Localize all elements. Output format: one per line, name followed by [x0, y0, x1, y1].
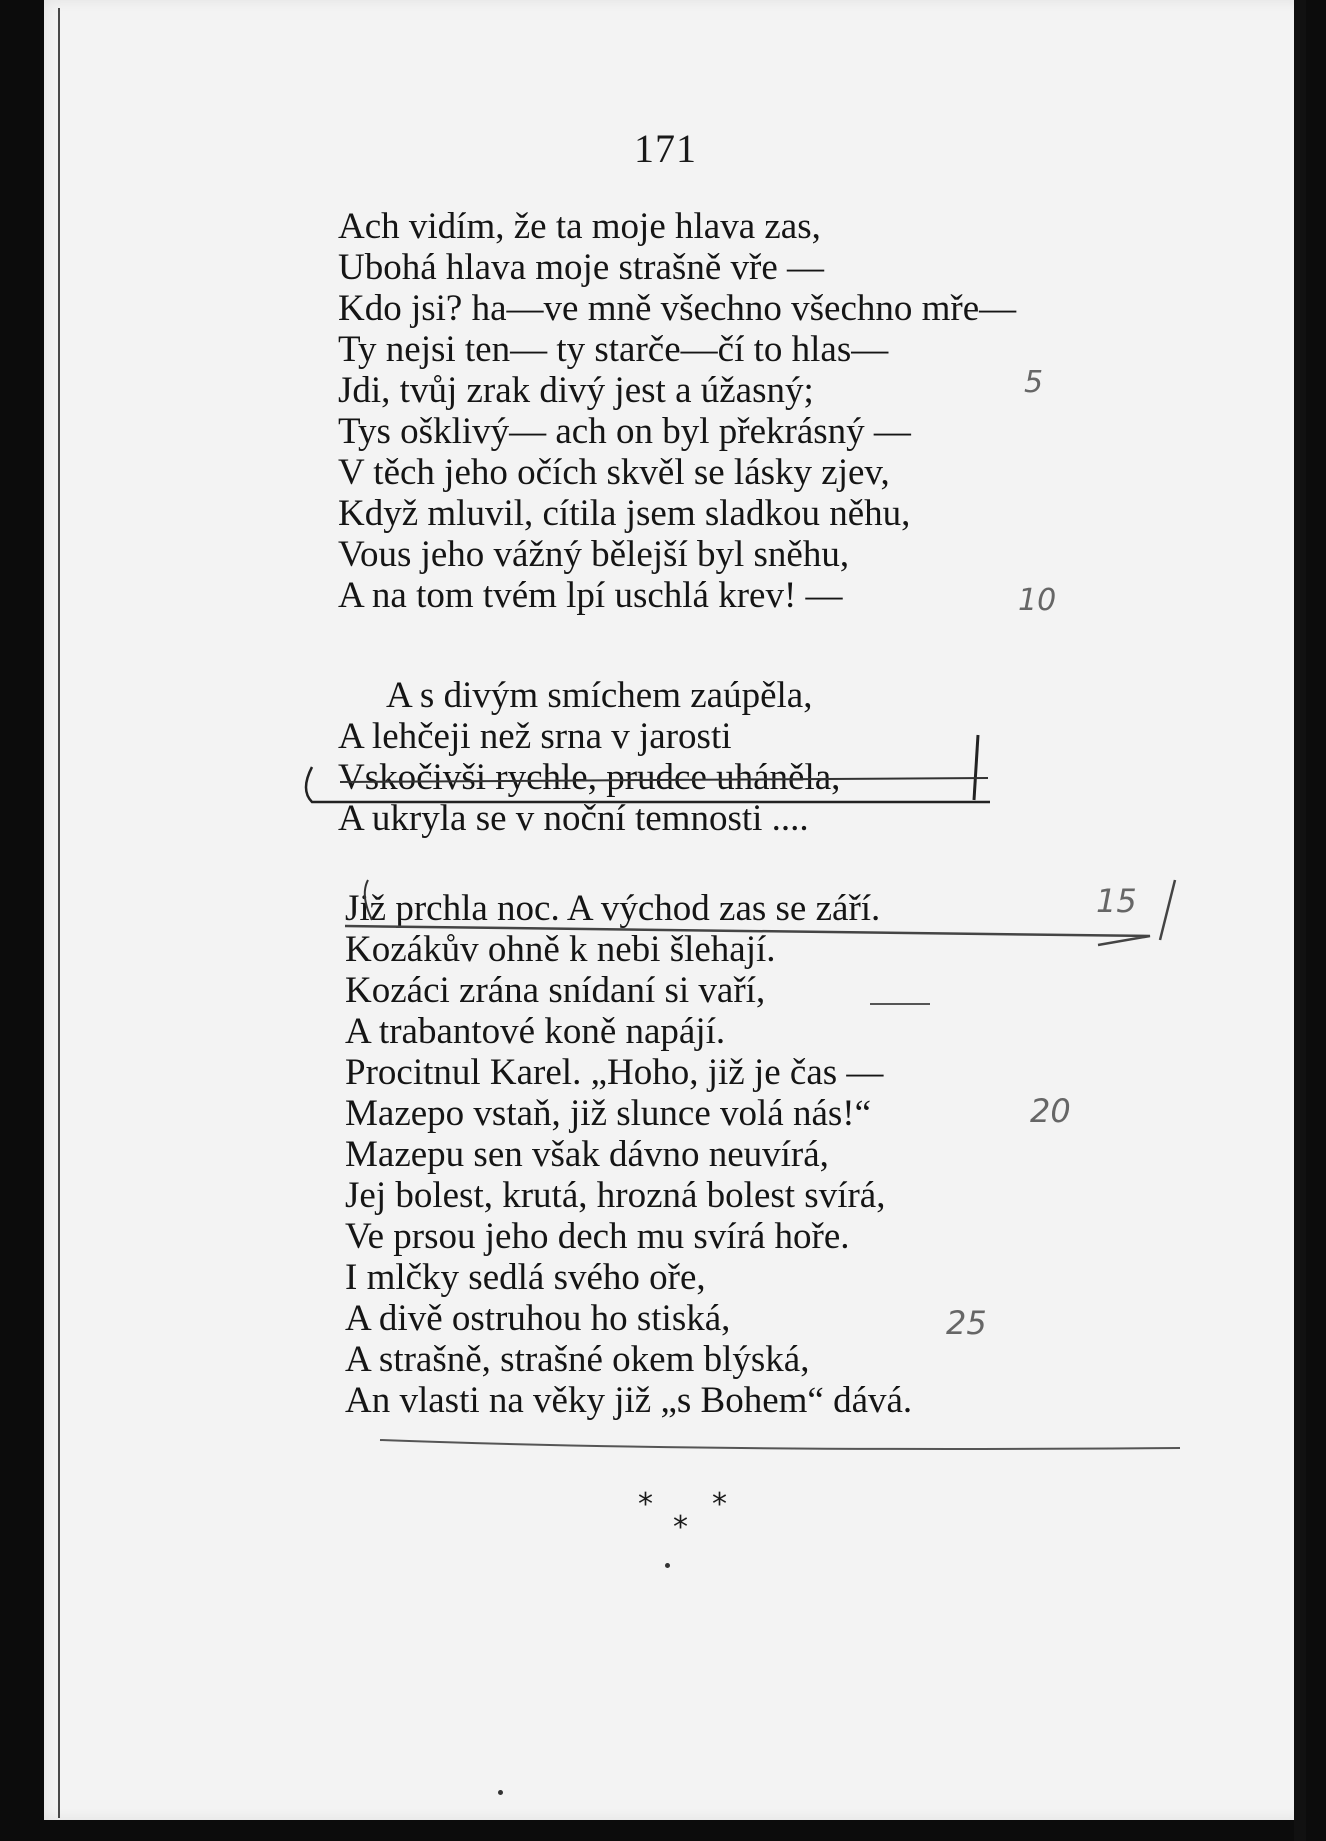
verse-line: A trabantové koně napájí. — [345, 1011, 726, 1052]
page-number: 171 — [634, 126, 697, 171]
ink-speck — [498, 1790, 503, 1795]
verse-line: Vskočivši rychle, prudce uháněla, — [338, 757, 841, 798]
margin-number-10: 10 — [1018, 583, 1057, 618]
verse-line: Již prchla noc. A východ zas se září. — [345, 888, 881, 929]
verse-line: A lehčeji než srna v jarosti — [338, 716, 732, 757]
asterisk-ornament: * — [673, 1510, 688, 1545]
verse-line: V těch jeho očích skvěl se lásky zjev, — [338, 452, 890, 493]
verse-line: A ukryla se v noční temnosti .... — [338, 798, 809, 839]
verse-line: Jdi, tvůj zrak divý jest a úžasný; — [338, 370, 814, 411]
verse-line: An vlasti na věky již „s Bohem“ dává. — [345, 1380, 913, 1421]
verse-line: Tys ošklivý— ach on byl překrásný — — [338, 411, 911, 452]
verse-line: Kozákův ohně k nebi šlehají. — [345, 929, 776, 970]
verse-line: A na tom tvém lpí uschlá krev! — — [338, 575, 843, 616]
verse-line: Ubohá hlava moje strašně vře — — [338, 247, 824, 288]
scan-border — [1294, 0, 1306, 1841]
ink-speck — [665, 1563, 670, 1568]
verse-line: I mlčky sedlá svého oře, — [345, 1257, 706, 1298]
margin-number-20: 20 — [1030, 1092, 1071, 1130]
verse-line: A s divým smíchem zaúpěla, — [386, 675, 813, 716]
verse-line: Vous jeho vážný bělejší byl sněhu, — [338, 534, 850, 575]
margin-number-25: 25 — [946, 1304, 987, 1342]
verse-line: A divě ostruhou ho stiská, — [345, 1298, 731, 1339]
stanza-3 — [345, 888, 912, 1421]
verse-line: Kdo jsi? ha—ve mně všechno všechno mře— — [338, 288, 1017, 329]
verse-line: Mazepo vstaň, již slunce volá nás!“ — [345, 1093, 872, 1134]
asterisk-ornament: * — [712, 1487, 727, 1522]
margin-number-5: 5 — [1024, 365, 1044, 400]
asterisk-ornament: * — [638, 1487, 653, 1522]
verse-line: Ty nejsi ten— ty starče—čí to hlas— — [338, 329, 889, 370]
verse-line: A strašně, strašné okem blýská, — [345, 1339, 810, 1380]
verse-line: Jej bolest, krutá, hrozná bolest svírá, — [345, 1175, 886, 1216]
stanza-2 — [338, 675, 840, 839]
page-edge-line — [58, 8, 60, 1818]
margin-number-15: 15 — [1096, 882, 1137, 920]
verse-line: Když mluvil, cítila jsem sladkou něhu, — [338, 493, 911, 534]
stanza-1 — [338, 206, 1016, 616]
verse-line: Ve prsou jeho dech mu svírá hoře. — [345, 1216, 850, 1257]
verse-line: Mazepu sen však dávno neuvírá, — [345, 1134, 829, 1175]
verse-line: Ach vidím, že ta moje hlava zas, — [338, 206, 821, 247]
verse-line: Kozáci zrána snídaní si vaří, — [345, 970, 766, 1011]
verse-line: Procitnul Karel. „Hoho, již je čas — — [345, 1052, 884, 1093]
